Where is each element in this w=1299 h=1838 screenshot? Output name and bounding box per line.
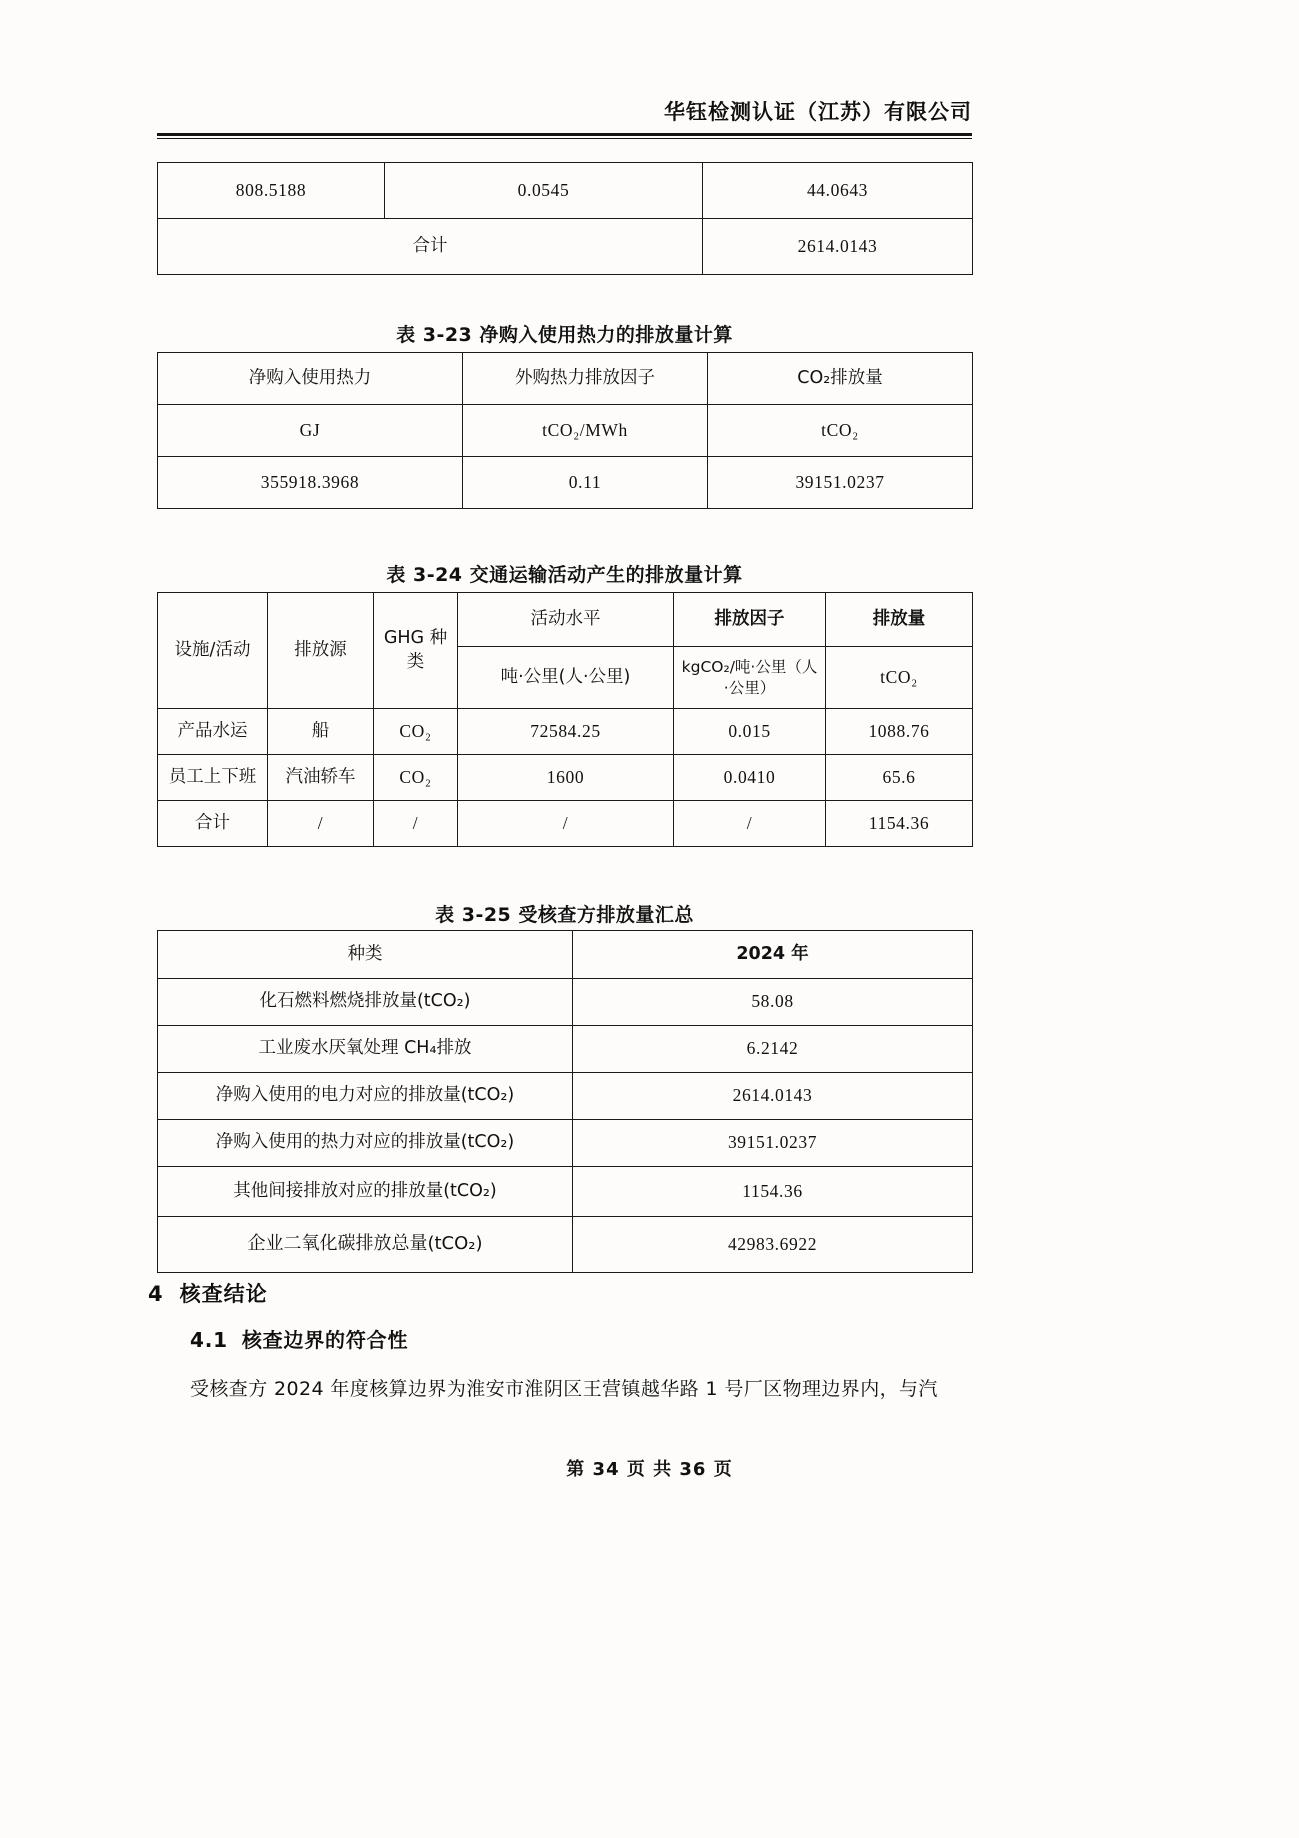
header-co2-emission: CO₂排放量 [708,353,973,405]
header-heat-factor: 外购热力排放因子 [463,353,708,405]
cell-total-label: 合计 [158,801,268,847]
value-co2-emission: 39151.0237 [708,457,973,509]
header-rule-thick [157,133,972,136]
cell-total-ghg: / [374,801,458,847]
cell-ghg: CO₂ [374,709,458,755]
table-row [158,709,973,755]
value-heat-purchased: 355918.3968 [158,457,463,509]
table-header-row-1 [158,593,973,647]
cell-source: 汽油轿车 [268,755,374,801]
section-heading-4-1 [190,1324,408,1353]
caption-table-3-24: 表 3-24 交通运输活动产生的排放量计算 [386,564,743,586]
cell-ghg: CO₂ [374,755,458,801]
caption-table-3-23: 表 3-23 净购入使用热力的排放量计算 [396,324,733,346]
table-3-23 [157,352,972,509]
table-unit-row [158,405,973,457]
section-heading-4 [148,1278,268,1308]
cell-value: 39151.0237 [573,1120,973,1167]
unit-emission-amount: tCO₂ [826,647,973,709]
header-ghg-type: GHG 种类 [374,593,458,709]
header-emission-source: 排放源 [268,593,374,709]
header-category: 种类 [158,931,573,979]
cell-total-activity: / [458,801,674,847]
section-title: 核查结论 [179,1282,268,1306]
company-name: 华钰检测认证（江苏）有限公司 [664,100,972,124]
cell-category: 工业废水厌氧处理 CH₄排放 [158,1026,573,1073]
table-row [158,1073,973,1120]
cell-emission: 65.6 [826,755,973,801]
cell-value: 42983.6922 [573,1217,973,1273]
table-row [158,1167,973,1217]
cell-total-factor: / [674,801,826,847]
header-divider [157,133,972,139]
cell-consumption: 808.5188 [158,163,385,219]
cell-activity: 72584.25 [458,709,674,755]
header-rule-thin [157,138,972,139]
cell-value: 58.08 [573,979,973,1026]
unit-tco2: tCO₂ [708,405,973,457]
table-3-24 [157,592,972,847]
cell-total-source: / [268,801,374,847]
cell-activity: 1600 [458,755,674,801]
header-facility-activity: 设施/活动 [158,593,268,709]
cell-value: 1154.36 [573,1167,973,1217]
caption-table-3-25: 表 3-25 受核查方排放量汇总 [435,904,694,926]
table-row-total [158,219,973,275]
cell-category: 净购入使用的电力对应的排放量(tCO₂) [158,1073,573,1120]
cell-facility: 员工上下班 [158,755,268,801]
cell-total-emission: 1154.36 [826,801,973,847]
unit-emission-factor: kgCO₂/吨·公里（人·公里） [674,647,826,709]
table-row [158,163,973,219]
section-number: 4 [148,1282,164,1306]
cell-total-value: 2614.0143 [703,219,973,275]
cell-factor: 0.0545 [385,163,703,219]
cell-total-label: 合计 [158,219,703,275]
cell-factor: 0.0410 [674,755,826,801]
table-header-row [158,931,973,979]
cell-value: 6.2142 [573,1026,973,1073]
subsection-title: 核查边界的符合性 [241,1328,409,1352]
cell-factor: 0.015 [674,709,826,755]
page-footer: 第 34 页 共 36 页 [566,1459,733,1480]
cell-emission: 1088.76 [826,709,973,755]
header-emission-amount: 排放量 [826,593,973,647]
table-row [158,1026,973,1073]
table-electricity-continued [157,162,972,275]
cell-category: 其他间接排放对应的排放量(tCO₂) [158,1167,573,1217]
cell-category: 化石燃料燃烧排放量(tCO₂) [158,979,573,1026]
cell-emission: 44.0643 [703,163,973,219]
cell-value: 2614.0143 [573,1073,973,1120]
cell-facility: 产品水运 [158,709,268,755]
subsection-number: 4.1 [190,1328,228,1352]
cell-category: 企业二氧化碳排放总量(tCO₂) [158,1217,573,1273]
header-activity-level: 活动水平 [458,593,674,647]
cell-category: 净购入使用的热力对应的排放量(tCO₂) [158,1120,573,1167]
table-header-row [158,353,973,405]
table-row [158,1120,973,1167]
cell-source: 船 [268,709,374,755]
document-header [157,96,972,126]
table-row [158,457,973,509]
header-year: 2024 年 [573,931,973,979]
header-emission-factor: 排放因子 [674,593,826,647]
table-row [158,979,973,1026]
unit-activity-level: 吨·公里(人·公里) [458,647,674,709]
table-row [158,1217,973,1273]
table-row-total [158,801,973,847]
value-heat-factor: 0.11 [463,457,708,509]
body-paragraph: 受核查方 2024 年度核算边界为淮安市淮阴区王营镇越华路 1 号厂区物理边界内，与汽 [190,1378,938,1400]
unit-tco2-mwh: tCO₂/MWh [463,405,708,457]
table-row [158,755,973,801]
unit-gj: GJ [158,405,463,457]
header-heat-purchased: 净购入使用热力 [158,353,463,405]
table-3-25 [157,930,972,1273]
